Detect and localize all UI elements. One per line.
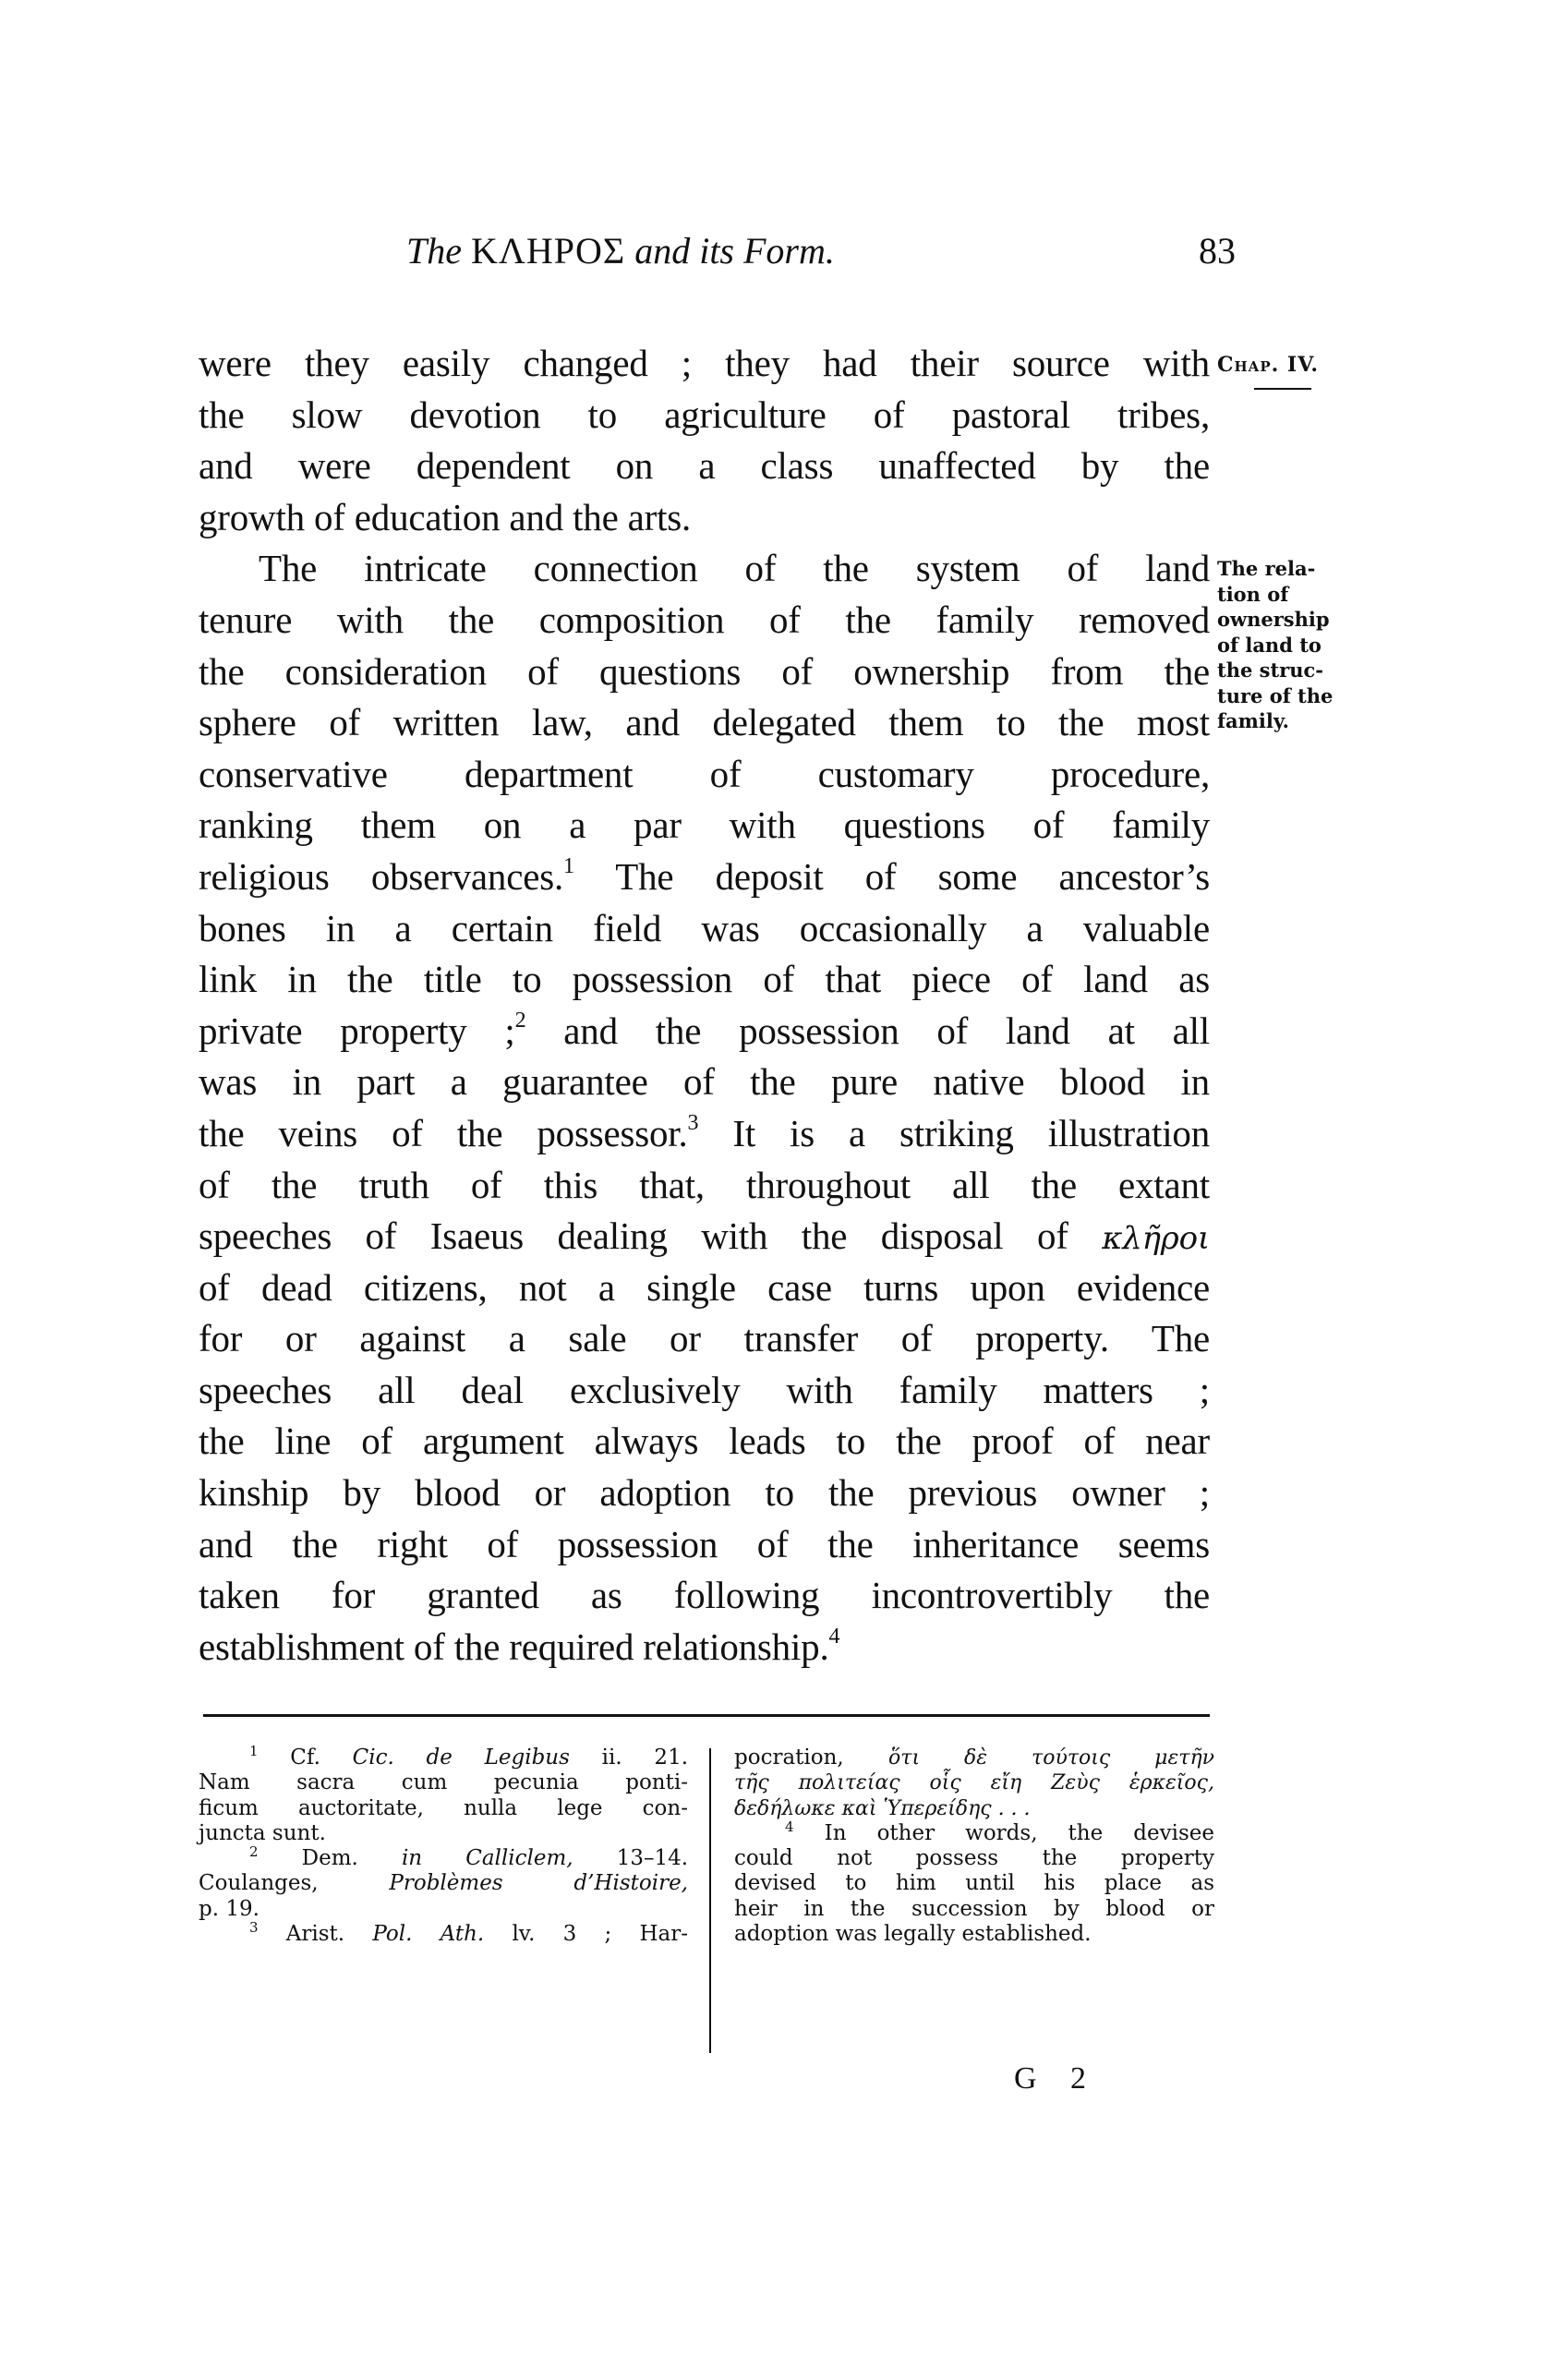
text-line: The intricate connection of the system of land <box>259 547 1210 590</box>
running-title <box>406 229 835 272</box>
text-line: conservative department of customary procedure, <box>199 752 1210 795</box>
chapter-label: Chap. IV. <box>1217 353 1320 377</box>
footnote-ref-2[interactable]: 2 <box>514 1008 526 1033</box>
side-note-line: The rela- <box>1217 557 1316 580</box>
fn-line <box>734 1746 1214 1770</box>
chapter-rule <box>1254 388 1311 390</box>
chapter-marginal-note <box>1217 353 1319 377</box>
fn-text: lv. 3 ; Har- <box>512 1922 688 1947</box>
text-line: tenure with the composition of the family removed <box>199 598 1210 641</box>
side-note-line: of land to <box>1217 633 1322 657</box>
fn-text: 13–14. <box>616 1846 689 1871</box>
text-segment: the veins of the possessor. <box>199 1111 688 1154</box>
footnote-number: 4 <box>785 1818 794 1835</box>
side-note-line: ownership <box>1217 608 1330 631</box>
footnotes-left-column <box>199 1743 689 1947</box>
side-note <box>1217 556 1365 734</box>
fn-greek: δεδήλωκε καὶ Ὑπερείδης . . . <box>734 1796 1031 1820</box>
side-note-line: the struc- <box>1217 658 1323 682</box>
text-line: of dead citizens, not a single case turns upon evidence <box>199 1265 1210 1309</box>
fn-line: p. 19. <box>199 1896 260 1921</box>
text-line: speeches all deal exclusively with family matters ; <box>199 1368 1210 1411</box>
text-line: link in the title to possession of that piece of land as <box>199 958 1210 1001</box>
text-line: kinship by blood or adoption to the previous owner ; <box>199 1471 1210 1515</box>
footnote-number: 1 <box>249 1743 259 1759</box>
fn-line: could not possess the property <box>734 1846 1214 1871</box>
text-segment: private property ; <box>199 1009 515 1052</box>
text-line: and the right of possession of the inheritance seems <box>199 1522 1210 1565</box>
body-text <box>199 338 1210 1673</box>
text-line: sphere of written law, and delegated them to the most <box>199 701 1210 744</box>
text-line <box>199 1006 1210 1057</box>
text-line: for or against a sale or transfer of property. The <box>199 1317 1210 1360</box>
text-line <box>199 1108 1210 1160</box>
text-line: the slow devotion to agriculture of pastoral tribes, <box>199 393 1210 436</box>
footnote-number: 2 <box>249 1843 259 1861</box>
fn-line: adoption was legally established. <box>734 1922 1092 1947</box>
signature-mark: G 2 <box>1014 2061 1100 2096</box>
text-line: taken for granted as following incontrovertibly the <box>199 1574 1210 1617</box>
running-header <box>406 229 1236 284</box>
text-segment: establishment of the required relationship. <box>199 1625 829 1668</box>
footnote-1 <box>199 1743 689 1770</box>
text-line: of the truth of this that, throughout all the extant <box>199 1163 1210 1206</box>
text-line <box>199 852 1210 903</box>
footnote-ref-4[interactable]: 4 <box>828 1624 840 1649</box>
fn-line <box>734 1770 1214 1795</box>
fn-text: Dem. <box>301 1846 358 1871</box>
fn-greek: ὅτι δὲ τούτοις μετῆν <box>888 1746 1215 1770</box>
page-number: 83 <box>1199 230 1236 272</box>
fn-line <box>734 1796 1214 1821</box>
title-post: and its Form. <box>634 230 835 272</box>
side-note-line: tion of <box>1217 582 1289 606</box>
title-pre: The <box>406 230 462 272</box>
text-line: was in part a guarantee of the pure native blood in <box>199 1060 1210 1104</box>
fn-text: Coulanges, <box>199 1871 319 1896</box>
fn-line <box>199 1871 688 1896</box>
footnote-rule <box>203 1714 1210 1717</box>
text-segment: and the possession of land at all <box>563 1009 1210 1052</box>
text-line: growth of education and the arts. <box>199 495 692 538</box>
title-greek: ΚΛΗΡΟΣ <box>471 230 626 272</box>
text-line <box>199 1622 1210 1673</box>
side-note-line: family. <box>1217 709 1289 732</box>
fn-text: Cf. <box>290 1746 320 1770</box>
text-segment: It is a striking illustration <box>732 1111 1210 1154</box>
text-segment: speeches of Isaeus dealing with the disposal of <box>199 1214 1068 1258</box>
fn-line: Nam sacra cum pecunia ponti- <box>199 1770 688 1795</box>
fn-citation: Cic. de Legibus <box>352 1746 570 1770</box>
footnotes-right-column <box>734 1746 1214 1947</box>
footnote-column-divider <box>709 1748 711 2053</box>
footnote-3 <box>199 1919 688 1947</box>
footnote-ref-1[interactable]: 1 <box>563 853 574 878</box>
greek-word: κλῆροι <box>1102 1220 1210 1258</box>
fn-citation: Problèmes d’Histoire, <box>389 1871 688 1896</box>
fn-greek: τῆς πολιτείας οἷς εἴη Ζεὺς ἑρκεῖος, <box>734 1771 1214 1795</box>
fn-line: ficum auctoritate, nulla lege con- <box>199 1795 688 1820</box>
text-line: and were dependent on a class unaffected by the <box>199 444 1210 488</box>
fn-line: heir in the succession by blood or <box>734 1896 1214 1921</box>
fn-line: juncta sunt. <box>199 1820 326 1845</box>
text-segment: The deposit of some ancestor’s <box>615 854 1211 898</box>
fn-citation: Pol. Ath. <box>372 1922 485 1947</box>
fn-line: devised to him until his place as <box>734 1871 1214 1896</box>
footnote-ref-3[interactable]: 3 <box>687 1110 699 1135</box>
text-line: ranking them on a par with questions of family <box>199 803 1210 847</box>
text-line: the consideration of questions of ownership from the <box>199 649 1210 693</box>
footnote-4 <box>734 1818 1214 1846</box>
fn-text: ii. 21. <box>601 1746 689 1770</box>
text-line: bones in a certain field was occasionally a valuable <box>199 906 1210 949</box>
text-line <box>199 1211 1210 1262</box>
text-line: the line of argument always leads to the proof of near <box>199 1420 1210 1463</box>
text-line: were they easily changed ; they had their source with <box>199 342 1210 384</box>
fn-text: Arist. <box>285 1922 345 1947</box>
footnote-2 <box>199 1843 689 1871</box>
side-note-line: ture of the <box>1217 683 1334 707</box>
text-segment: religious observances. <box>199 854 564 898</box>
footnote-number: 3 <box>249 1919 259 1937</box>
fn-text: In other words, the devisee <box>824 1820 1214 1845</box>
fn-text: pocration, <box>734 1746 844 1770</box>
fn-citation: in Calliclem, <box>401 1846 573 1871</box>
